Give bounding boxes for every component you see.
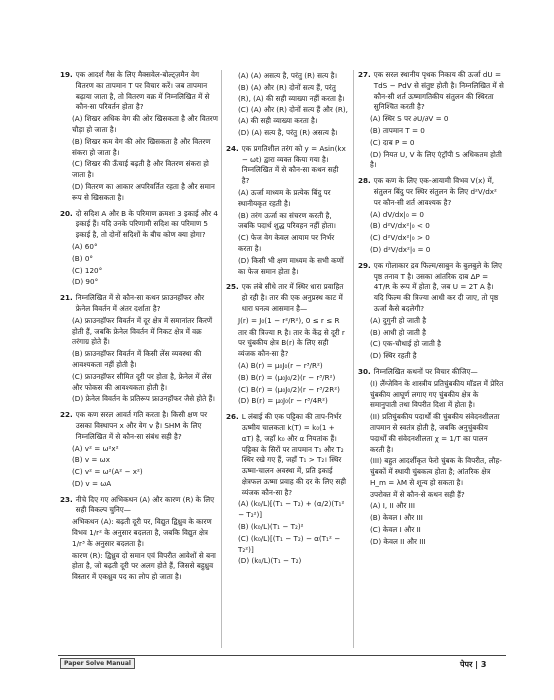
answer-option: (C) फेज वेग केवल आयाम पर निर्भर करता है। [238, 233, 335, 253]
question-block [358, 367, 504, 548]
answer-option: (B) केवल I और III [370, 513, 423, 523]
answer-option: (D) v = ωA [72, 478, 112, 488]
answer-option: (A) स्थिर S पर ∂U/∂V = 0 [370, 114, 449, 124]
question-header [226, 144, 348, 187]
question-text: निम्नलिखित कथनों पर विचार कीजिए— [373, 366, 478, 376]
answer-option: (B) फ्राउनहॉफर विवर्तन में किसी लेंस व्यवस्था की आवश्यकता नहीं होती है। [72, 349, 202, 369]
answer-option: (C) केवल I और II [370, 525, 421, 535]
question-block [358, 261, 504, 362]
answer-option: (C) शिखर की ऊँचाई बढ़ती है और वितरण संकरा हो जाता है। [72, 159, 209, 180]
answer-option: (B) d²V/dx²|₀ < 0 [370, 221, 430, 231]
question-block [226, 144, 348, 278]
answer-option: (D) 90° [72, 277, 99, 287]
page-number: पेपर | 3 [460, 660, 487, 669]
question-header [358, 70, 504, 113]
question-number: 19. [60, 70, 73, 79]
question-text: एक लंबे सीधे तार में स्थिर धारा प्रवाहित हो रही है। तार की एक अनुप्रस्थ काट में धारा घनत्व आसमान है— [241, 282, 344, 313]
question-text: एक आदर्श गैस के लिए मैक्सवेल-बोल्ट्ज़मैन वेग वितरण का तापमान T पर विचार करें। जब तापमान बढ़ाया जाता है, तो वितरण वक्र में निम्नलिखित में से कौन-सा परिवर्तन होता है? [75, 70, 210, 112]
answer-option: (A) (k₀/L)[(T₁ − T₂) + (α/2)(T₁² − T₂²)] [238, 499, 345, 520]
footer-rule [58, 655, 506, 656]
question-text: L लंबाई की एक पट्टिका की ताप-निर्भर ऊष्मीय चालकता k(T) = k₀(1 + αT) है, जहाँ k₀ और α नियतांक हैं। पट्टिका के सिरों पर तापमान T₁ और T₂ स्थिर रखे गए हैं, जहाँ T₁ > T₂। स्थिर ऊष्मा-चालन अवस्था में, प्रति इकाई क्षेत्रफल ऊष्मा प्रवाह की दर के लिए सही व्यंजक कौन-सा है? [241, 412, 347, 497]
question-block [226, 282, 348, 407]
answer-option: (I) लैंग्जेविन के शास्त्रीय प्रतिचुंबकीय मॉडल में प्रेरित चुंबकीय आघूर्ण लगाए गए चुंबकीय क्षेत्र के समानुपाती तथा विपरीत दिशा में होता है। [370, 378, 504, 410]
answer-option: (A) 60° [72, 241, 98, 251]
question-text: एक प्रगतिशील तरंग को y = Asin(kx − ωt) द्वारा व्यक्त किया गया है। निम्नलिखित में से कौन-सा कथन सही है? [241, 143, 346, 186]
answer-option: (C) एक-चौथाई हो जाती है [370, 339, 441, 349]
answer-option: उपरोक्त में से कौन-से कथन सही हैं? [370, 489, 465, 499]
question-block [60, 293, 218, 405]
question-number: 27. [358, 70, 371, 79]
answer-option: (B) तापमान T = 0 [370, 125, 425, 135]
answer-option: (D) d²V/dx²|₀ = 0 [370, 244, 431, 254]
question-block [60, 495, 218, 583]
answer-option: (D) केवल II और III [370, 536, 426, 546]
question-header [60, 410, 218, 442]
answer-option: (A) शिखर अधिक वेग की ओर खिसकता है और वितरण चौड़ा हो जाता है। [72, 114, 218, 134]
question-number: 28. [358, 176, 371, 186]
answer-option: J(r) = J₀(1 − r²/R²), 0 ≤ r ≤ R [238, 315, 340, 325]
question-number: 29. [358, 260, 371, 270]
question-number: 26. [226, 412, 239, 422]
question-number: 24. [226, 143, 239, 153]
question-block [60, 209, 218, 289]
question-number: 30. [358, 366, 371, 376]
answer-option: (B) 0° [72, 253, 93, 263]
answer-option: (C) d²V/dx²|₀ > 0 [370, 233, 430, 243]
answer-option: (A) फ्राउनहॉफर विवर्तन में दूर क्षेत्र में समानांतर किरणें होती हैं, जबकि फ्रेनेल विवर्तन में निकट क्षेत्र में वक्र तरंगाग्र होते हैं। [72, 315, 213, 347]
answer-option: (D) फ्रेनेल विवर्तन के प्रतिरूप फ्राउनहॉफर जैसे होते हैं। [72, 394, 215, 404]
question-text: निम्नलिखित में से कौन-सा कथन फ्राउनहॉफर और फ्रेनेल विवर्तन में अंतर दर्शाता है? [75, 293, 205, 313]
question-header [358, 261, 504, 315]
question-block [60, 70, 218, 204]
answer-option: (A) (A) असत्य है, परंतु (R) सत्य है। [238, 71, 338, 80]
answer-option: (B) v = ωx [72, 455, 110, 465]
answer-option: (D) (A) सत्य है, परंतु (R) असत्य है। [238, 127, 338, 137]
answer-option: कारण (R): द्विध्रुव दो समान एवं विपरीत आवेशों से बना होता है, जो बढ़ती दूरी पर अलग होते हैं, जिससे बहुध्रुव विस्तार में एकध्रुव पद का लोप हो जाता है। [72, 550, 216, 582]
question-number: 21. [60, 293, 73, 303]
answer-option: (D) स्थिर रहती है [370, 351, 417, 361]
column-divider [353, 70, 354, 648]
question-text: नीचे दिए गए अभिकथन (A) और कारण (R) के लिए सही विकल्प चुनिए— [75, 494, 215, 515]
answer-option: (III) बहुत आदर्शीकृत फेरो चुंबक के विपरीत, लौह-चुंबकों में स्थायी चुंबकत्व होता है; आंतरिक क्षेत्र H_m = λM से शून्य हो सकता है। [370, 456, 502, 487]
question-header [358, 367, 504, 378]
column-divider [221, 70, 222, 648]
answer-option: (A) दुगुनी हो जाती है [370, 315, 427, 325]
question-text: दो सदिश A और B के परिमाण क्रमशः 3 इकाई और 4 इकाई हैं। यदि उनके परिणामी सदिश का परिमाण 5 इकाई है, तो दोनों सदिशों के बीच कोण क्या होगा? [75, 208, 218, 240]
question-block [358, 176, 504, 256]
question-header [60, 209, 218, 241]
answer-option: (C) दाब P = 0 [370, 137, 415, 147]
answer-option: (C) फ्राउनहॉफर सीमित दूरी पर होता है, फ्रेनेल में लेंस और फोकस की आवश्यकता होती है। [72, 371, 212, 392]
answer-option: (A) dV/dx|₀ = 0 [370, 209, 424, 219]
answer-option: (D) नियत U, V के लिए एंट्रॉपी S अधिकतम होती है। [370, 149, 502, 170]
answer-option: अभिकथन (A): बढ़ती दूरी पर, विद्युत द्विध्रुव के कारण विभव 1/r² के अनुसार बदलता है, जबकि विद्युत क्षेत्र 1/r³ के अनुसार बदलता है। [72, 517, 212, 548]
answer-option: (B) शिखर कम वेग की ओर खिसकता है और वितरण संकरा हो जाता है। [72, 136, 211, 157]
column-right [358, 70, 504, 553]
question-block [226, 412, 348, 567]
question-text: एक कण सरल आवर्त गति करता है। किसी क्षण पर उसका विस्थापन x और वेग v है। SHM के लिए निम्नलिखित में से कौन-सा संबंध सही है? [75, 410, 208, 441]
question-header [226, 282, 348, 314]
question-number: 20. [60, 208, 73, 218]
question-number: 25. [226, 282, 239, 292]
question-block [358, 70, 504, 171]
answer-option: (B) तरंग ऊर्जा का संचरण करती है, जबकि पदार्थ शुद्ध परिवहन नहीं होता। [238, 210, 336, 231]
question-text: एक सरल स्थानीय पृथक निकाय की ऊर्जा dU = TdS − PdV से संतुष्ट होती है। निम्नलिखित में से कौन-सी शर्त ऊष्मागतिकीय संतुलन की स्थिरता सुनिश्चित करती है? [373, 70, 504, 112]
answer-option: (B) आधी हो जाती है [370, 327, 426, 337]
question-block [60, 410, 218, 490]
answer-option: (D) किसी भी क्षण माध्यम के सभी कणों का फेज समान होता है। [238, 255, 344, 276]
column-middle [226, 70, 348, 572]
publisher-logo: Paper Solve Manual [60, 658, 135, 669]
answer-option: (A) I, II और III [370, 501, 415, 511]
question-block [226, 71, 348, 139]
answer-option: (C) (A) और (R) दोनों सत्य हैं और (R), (A) की सही व्याख्या करता है। [238, 105, 348, 126]
answer-option: (C) v² = ω²(A² − x²) [72, 467, 143, 477]
answer-option: तार की त्रिज्या R है। तार के केंद्र से दूरी r पर चुंबकीय क्षेत्र B(r) के लिए सही व्यंजक कौन-सा है? [238, 327, 345, 359]
answer-option: (A) ऊर्जा माध्यम के प्रत्येक बिंदु पर स्थानीयकृत रहती है। [238, 187, 331, 208]
column-left [60, 70, 218, 588]
question-header [60, 293, 218, 315]
answer-option: (A) v² = ω²x² [72, 443, 119, 453]
question-header [60, 70, 218, 113]
answer-option: (A) B(r) = μ₀J₀(r − r³/R²) [238, 360, 323, 370]
answer-option: (D) B(r) = μ₀J₀(r − r³/4R²) [238, 396, 328, 406]
answer-option: (B) (k₀/L)(T₁ − T₂)² [238, 522, 304, 532]
answer-option: (B) (A) और (R) दोनों सत्य हैं, परंतु (R), (A) की सही व्याख्या नहीं करता है। [238, 82, 345, 103]
answer-option: (C) 120° [72, 265, 103, 275]
answer-option: (II) प्रतिचुंबकीय पदार्थों की चुंबकीय संवेदनशीलता तापमान से स्वतंत्र होती है, जबकि अनुचुंबकीय पदार्थों की संवेदनशीलता χ = 1/T का पालन करती है। [370, 412, 500, 454]
question-header [358, 176, 504, 208]
answer-option: (B) B(r) = (μ₀J₀/2)(r − r³/R²) [238, 372, 336, 382]
answer-option: (C) (k₀/L)[(T₁ − T₂) − α(T₁² − T₂²)] [238, 533, 341, 554]
question-header [60, 495, 218, 517]
question-number: 23. [60, 494, 73, 504]
question-text: एक कण के लिए एक-आयामी विभव V(x) में, संतुलन बिंदु पर स्थिर संतुलन के लिए d²V/dx² पर कौन-सी शर्त आवश्यक है? [373, 176, 497, 207]
answer-option: (D) (k₀/L)(T₁ − T₂) [238, 556, 302, 566]
question-header [226, 412, 348, 498]
question-text: एक गोलाकार द्रव फिल्म/साबुन के बुलबुले के लिए पृष्ठ तनाव T है। उसका आंतरिक दाब ΔP = 4T/R के रूप में होता है, जब U = 2T A है। यदि फिल्म की त्रिज्या आधी कर दी जाए, तो पृष्ठ ऊर्जा कैसे बदलेगी? [373, 260, 503, 313]
answer-option: (C) B(r) = (μ₀J₀/2)(r − r³/2R²) [238, 384, 340, 394]
question-number: 22. [60, 410, 73, 420]
answer-option: (D) वितरण का आकार अपरिवर्तित रहता है और समान रूप से खिसकता है। [72, 181, 215, 202]
